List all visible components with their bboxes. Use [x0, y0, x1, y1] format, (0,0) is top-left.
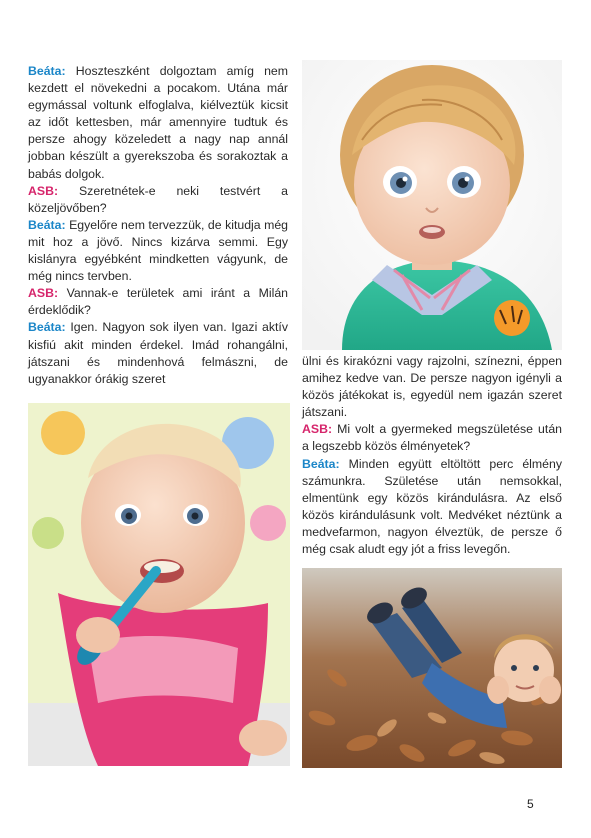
- photo-boy-autumn-leaves: [302, 568, 562, 768]
- interview-paragraph: [302, 353, 562, 421]
- interview-paragraph: [28, 319, 288, 387]
- answer-text: ülni és kirakózni vagy rajzolni, színezni, éppen amihez kedve van. De persze nagyon igényli a közös játékokat is, egyedül nem igazán szeret játszani.: [302, 354, 562, 420]
- interview-paragraph: [302, 421, 562, 455]
- question-text: Vannak-e területek ami iránt a Milán érdeklődik?: [28, 286, 288, 318]
- interview-paragraph: [28, 285, 288, 319]
- toddler-portrait-image: [302, 60, 562, 350]
- speaker-label: Beáta:: [28, 64, 66, 78]
- interview-column-left: [28, 63, 288, 388]
- question-text: Mi volt a gyermeked megszületése után a legszebb közös élményetek?: [302, 422, 562, 454]
- answer-text: Egyelőre nem tervezzük, de kitudja még mit hoz a jövő. Nincs kizárva semmi. Egy kislányra egyébként mindketten vágyunk, de még nincs tervben.: [28, 217, 288, 284]
- question-text: Szeretnétek-e neki testvért a közeljövőben?: [28, 183, 288, 215]
- speaker-label: ASB:: [302, 422, 333, 437]
- answer-text: Hoszteszként dolgoztam amíg nem kezdett el növekedni a pocakom. Utána már egymással voltunk elfoglalva, kiélveztük kicsit az időt kettesben, már amennyire tudtuk és persze ahogy közeledett a nagy nap annál jobban készült a gyerekszoba és sorakoztak a babás dolgok.: [28, 64, 288, 181]
- interview-paragraph: [28, 183, 288, 217]
- photo-baby-with-spoon: [28, 403, 290, 766]
- speaker-label: Beáta:: [28, 320, 66, 335]
- speaker-label: Beáta:: [302, 456, 340, 471]
- interview-paragraph: [28, 63, 288, 183]
- answer-text: Igen. Nagyon sok ilyen van. Igazi aktív kisfiú akit minden érdekel. Imád rohangálni, játszani és mindenhová felmászni, de ugyanakkor órákig szeret: [28, 320, 288, 386]
- page-number: 5: [527, 797, 534, 811]
- boy-leaves-image: [302, 568, 562, 768]
- speaker-label: Beáta:: [28, 217, 66, 232]
- photo-toddler-portrait: [302, 60, 562, 350]
- baby-spoon-image: [28, 403, 290, 766]
- interview-column-right: [302, 353, 562, 558]
- interview-paragraph: [302, 456, 562, 559]
- speaker-label: ASB:: [28, 286, 59, 301]
- answer-text: Minden együtt eltöltött perc élmény számunkra. Születése után nemsokkal, elmentünk egy közös kirándulásra. Az első közös kirándulásunk volt. Medvéket néztünk a medvefarmon, nagyon élveztük, de persze ő még csak aludt egy jót a friss levegőn.: [302, 456, 562, 557]
- interview-paragraph: [28, 217, 288, 285]
- speaker-label: ASB:: [28, 183, 59, 198]
